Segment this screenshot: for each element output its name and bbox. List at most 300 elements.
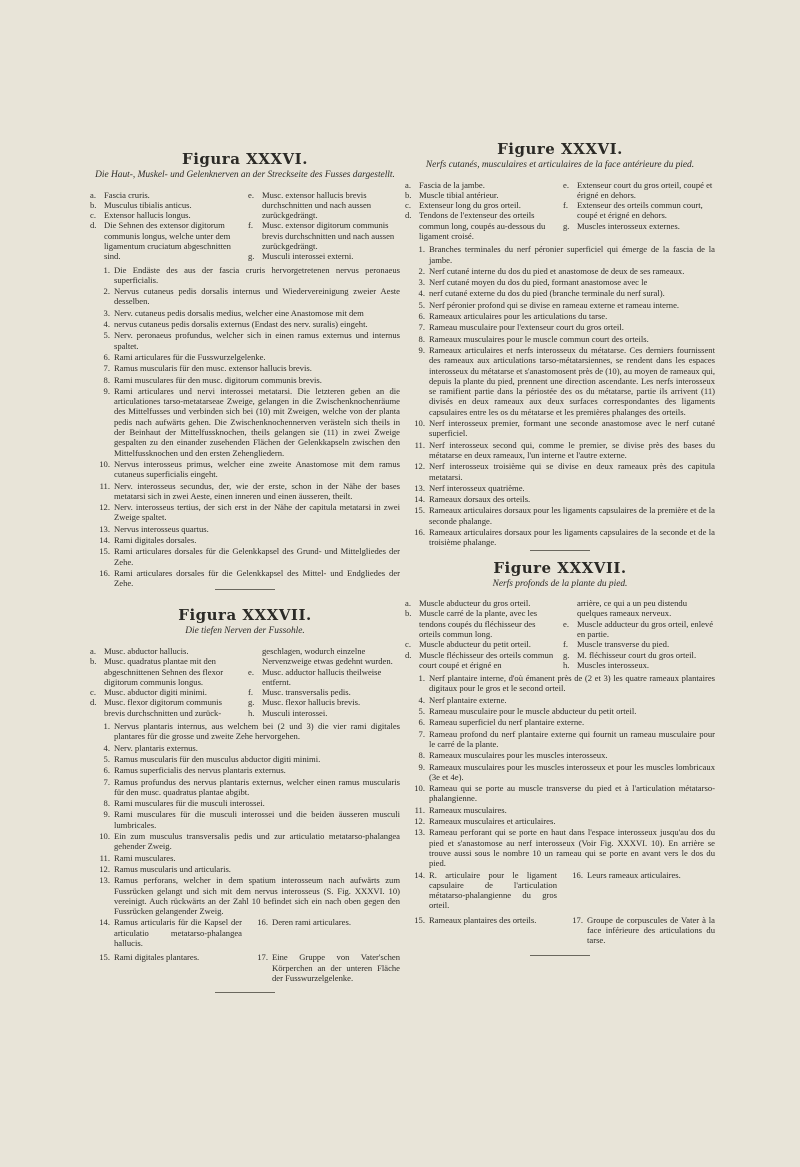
legend-item xyxy=(248,646,400,667)
legend-marker: g. xyxy=(248,697,255,708)
figure-subtitle: Die tiefen Nerven der Fussohle. xyxy=(185,626,305,637)
item-number: 10. xyxy=(414,783,425,794)
numbered-item xyxy=(90,754,400,764)
numbered-item xyxy=(90,721,400,742)
legend-text: Musc. flexor hallucis brevis. xyxy=(262,697,361,708)
item-number: 1. xyxy=(418,244,425,255)
legend-text: Musculus tibialis anticus. xyxy=(104,199,192,210)
item-number: 7. xyxy=(418,322,425,333)
item-text: Nerv. peronaeus profundus, welcher sich in einen ramus externus und internus spaltet. xyxy=(114,330,400,351)
numbered-item xyxy=(90,568,400,589)
numbered-item xyxy=(90,319,400,329)
legend-item xyxy=(90,646,242,656)
paired-items xyxy=(405,870,715,912)
numbered-item xyxy=(90,798,400,808)
legend-item xyxy=(90,220,242,261)
numbered-item xyxy=(90,535,400,545)
legend-text: Muscle abducteur du petit orteil. xyxy=(419,639,531,650)
figure-title: Figura XXXVII. xyxy=(178,606,312,625)
item-number: 8. xyxy=(418,750,425,761)
paired-items xyxy=(90,952,400,984)
legend-item xyxy=(248,251,400,261)
figure-37-fr xyxy=(405,559,715,947)
item-number: 16. xyxy=(257,917,268,928)
numbered-item xyxy=(405,870,557,911)
legend-marker: a. xyxy=(405,179,411,190)
numbered-item xyxy=(90,386,400,458)
item-text: Rami articulares und nervi interossei metatarsi. Die letzteren geben an die articulationes tarso-metatarseae Zweige, gelangen in die Zwischenknochenräume des Mittelfusses und verbinden sich bei (10) mit Zweigen, welche von der planta pedis nach aufwärts gehen. Die Zwischenknochennerven verästeln sich theils in der Beinhaut der Mittelfussknochen, theils gelangen sie (11) in zwei Zweige gespalten zu den einander zusehenden Flächen der Gelenkkapseln zwischen den Mittelfussknochen und den ersten Zehengliedern. xyxy=(114,385,400,458)
divider xyxy=(530,955,590,956)
legend-marker: h. xyxy=(248,707,255,718)
numbered-item xyxy=(405,706,715,716)
item-text: Eine Gruppe von Vater'schen Körperchen an der unteren Fläche der Fusswurzelgelenke. xyxy=(272,952,400,983)
numbered-item xyxy=(90,809,400,830)
item-number: 10. xyxy=(414,418,425,429)
numbered-item xyxy=(90,352,400,362)
item-number: 11. xyxy=(99,852,110,863)
item-text: Ramus muscularis und articularis. xyxy=(114,863,231,874)
paired-items xyxy=(405,915,715,947)
legend-marker: g. xyxy=(563,649,570,660)
numbered-item xyxy=(90,777,400,798)
item-text: Nerv. plantaris externus. xyxy=(114,742,198,753)
item-number: 14. xyxy=(99,917,110,928)
numbered-item xyxy=(405,244,715,265)
legend-left xyxy=(405,598,557,670)
figure-subtitle: Nerfs cutanés, musculaires et articulaires de la face antérieure du pied. xyxy=(425,160,695,170)
item-number: 5. xyxy=(103,330,110,341)
item-text: nerf cutané externe du dos du pied (branche terminale du nerf sural). xyxy=(429,288,665,299)
item-text: Rameau superficiel du nerf plantaire externe. xyxy=(429,717,585,728)
legend-text: Musculi interossei. xyxy=(262,707,328,718)
legend-item xyxy=(90,656,242,687)
legend-text: Muscles interosseux. xyxy=(577,659,650,670)
legend-text: Muscle carré de la plante, avec les tendons coupés du fléchisseur des orteils commun long. xyxy=(419,608,538,639)
legend-text: Muscle transverse du pied. xyxy=(577,639,670,650)
numbered-item xyxy=(90,917,242,948)
legend-marker: c. xyxy=(405,639,411,650)
legend-item xyxy=(405,200,557,210)
numbered-item xyxy=(563,870,715,911)
item-text: Nervus interosseus quartus. xyxy=(114,523,209,534)
legend-text: Musc. transversalis pedis. xyxy=(262,687,351,698)
legend-item xyxy=(405,210,557,241)
divider xyxy=(215,992,275,993)
legend-text: Musculi interossei externi. xyxy=(262,251,354,262)
item-number: 11. xyxy=(414,804,425,815)
item-number: 15. xyxy=(414,505,425,516)
numbered-item xyxy=(90,765,400,775)
legend-text: Musc. adductor hallucis theilweise entfernt. xyxy=(262,666,382,687)
legend-marker: e. xyxy=(563,179,569,190)
item-text: Die Endäste des aus der fascia cruris hervorgetretenen nervus peronaeus superficialis. xyxy=(114,264,400,285)
numbered-item xyxy=(90,831,400,852)
legend-marker: b. xyxy=(405,608,412,619)
item-number: 11. xyxy=(99,480,110,491)
item-number: 13. xyxy=(414,482,425,493)
legend-text: Musc. abductor hallucis. xyxy=(104,645,189,656)
legend-item xyxy=(405,180,557,190)
item-number: 5. xyxy=(103,753,110,764)
legend-marker: f. xyxy=(248,220,254,231)
item-text: Rami digitales plantares. xyxy=(114,952,200,963)
numbered-item xyxy=(405,300,715,310)
numbered-item xyxy=(90,743,400,753)
item-text: Nerv. cutaneus pedis dorsalis medius, welcher eine Anastomose mit dem xyxy=(114,307,364,318)
figure-subtitle: Die Haut-, Muskel- und Gelenknerven an der Streckseite des Fusses dargestellt. xyxy=(95,170,395,180)
legend-text: Musc. abductor digiti minimi. xyxy=(104,687,207,698)
item-text: Rami musculares. xyxy=(114,852,176,863)
legend-text: Musc. extensor hallucis brevis durchschnitten und nach aussen zurückgedrängt. xyxy=(262,189,372,221)
legend-text: Muscle adducteur du gros orteil, enlevé en partie. xyxy=(577,618,714,639)
item-text: Nerf cutané moyen du dos du pied, formant anastomose avec le xyxy=(429,277,648,288)
item-number: 14. xyxy=(414,494,425,505)
legend-marker: b. xyxy=(405,189,412,200)
item-number: 4. xyxy=(103,742,110,753)
item-text: Ramus superficialis des nervus plantaris externus. xyxy=(114,765,286,776)
legend-marker: f. xyxy=(563,200,569,211)
item-number: 9. xyxy=(418,344,425,355)
numbered-item xyxy=(405,505,715,526)
legend-right xyxy=(248,190,400,262)
legend-text: Musc. quadratus plantae mit den abgeschnittenen Sehnen des flexor digitorum communis longus. xyxy=(104,656,224,687)
item-number: 2. xyxy=(418,265,425,276)
item-number: 3. xyxy=(103,307,110,318)
legend-marker: g. xyxy=(248,251,255,262)
legend-text: arrière, ce qui a un peu distendu quelques rameaux nerveux. xyxy=(577,598,688,619)
item-number: 15. xyxy=(99,952,110,963)
numbered-item xyxy=(90,853,400,863)
figure-subtitle: Nerfs profonds de la plante du pied. xyxy=(492,578,628,589)
numbered-item xyxy=(405,750,715,760)
item-text: Deren rami articulares. xyxy=(272,917,351,928)
legend-left xyxy=(90,646,242,718)
item-text: Rami musculares für die musculi interossei. xyxy=(114,798,265,809)
item-text: Rameau profond du nerf plantaire externe qui fournit un rameau musculaire pour le carré de la plante. xyxy=(429,728,715,749)
legend-item xyxy=(405,190,557,200)
item-text: Ramus profundus des nervus plantaris externus, welcher einen ramus muscularis für den musc. quadratus plantae abgibt. xyxy=(114,776,400,797)
item-number: 12. xyxy=(414,461,425,472)
item-text: Nerf interosseux premier, formant une seconde anastomose avec le nerf cutané superficiel. xyxy=(429,418,715,439)
legend-text: Muscle tibial antérieur. xyxy=(419,189,499,200)
item-number: 10. xyxy=(99,458,110,469)
numbered-item xyxy=(405,816,715,826)
legend-item xyxy=(248,667,400,688)
legend-item xyxy=(563,221,715,231)
legend-marker: h. xyxy=(563,659,570,670)
legend-item xyxy=(405,650,557,671)
item-number: 13. xyxy=(99,523,110,534)
legend-grid xyxy=(405,598,715,670)
numbered-item xyxy=(90,308,400,318)
item-text: Rameaux musculaires pour le muscle commun court des orteils. xyxy=(429,333,649,344)
numbered-item xyxy=(405,827,715,868)
item-text: Nervus plantaris internus, aus welchem bei (2 und 3) die vier rami digitales plantares für die grosse und zweite Zehe hervorgehen. xyxy=(114,721,400,742)
item-number: 9. xyxy=(103,809,110,820)
item-number: 9. xyxy=(103,385,110,396)
item-number: 14. xyxy=(99,535,110,545)
item-number: 10. xyxy=(99,831,110,842)
legend-text: Fascia de la jambe. xyxy=(419,179,485,190)
legend-item xyxy=(90,697,242,718)
numbered-item xyxy=(405,729,715,750)
legend-grid xyxy=(405,180,715,242)
numbered-item xyxy=(405,277,715,287)
numbered-item xyxy=(405,483,715,493)
figure-37-de xyxy=(90,606,400,984)
legend-marker: f. xyxy=(248,687,254,698)
legend-marker: e. xyxy=(248,189,254,200)
legend-item xyxy=(563,650,715,660)
numbered-item xyxy=(405,762,715,783)
numbered-item xyxy=(405,695,715,705)
item-number: 7. xyxy=(418,728,425,739)
numbered-item xyxy=(405,266,715,276)
item-text: Rami musculares für die musculi interossei und die beiden äusseren musculi lumbricales. xyxy=(114,809,400,830)
legend-marker: d. xyxy=(405,210,412,221)
numbered-item xyxy=(90,375,400,385)
numbered-item xyxy=(90,546,400,567)
legend-grid xyxy=(90,646,400,718)
item-number: 1. xyxy=(103,264,110,275)
legend-marker: c. xyxy=(90,210,96,221)
item-number: 6. xyxy=(103,765,110,776)
item-number: 1. xyxy=(103,721,110,732)
numbered-item xyxy=(405,673,715,694)
item-text: Nerv. interosseus tertius, der sich erst in der Nähe der capitula metatarsi in zwei Zweige spaltet. xyxy=(114,502,400,523)
legend-item xyxy=(248,190,400,221)
numbered-item xyxy=(90,875,400,916)
item-text: Groupe de corpuscules de Vater à la face inférieure des articulations du tarse. xyxy=(587,914,715,946)
legend-item xyxy=(405,598,557,608)
numbered-item xyxy=(405,440,715,461)
item-text: Rami digitales dorsales. xyxy=(114,535,197,545)
item-text: Nerf péronier profond qui se divise en rameau externe et rameau interne. xyxy=(429,299,680,310)
item-number: 14. xyxy=(414,869,425,880)
numbered-item xyxy=(405,783,715,804)
divider xyxy=(215,589,275,590)
legend-right xyxy=(563,180,715,242)
numbered-item xyxy=(405,345,715,417)
paired-items xyxy=(90,917,400,949)
item-text: Rameau musculaire pour le muscle abducteur du petit orteil. xyxy=(429,706,637,717)
figure-36-fr xyxy=(405,140,715,548)
item-number: 8. xyxy=(103,798,110,809)
numbered-item xyxy=(405,717,715,727)
item-text: Nerf plantaire interne, d'où émanent près de (2 et 3) les quatre rameaux plantaires digitaux pour le gros et le second orteil. xyxy=(429,673,715,694)
item-number: 13. xyxy=(414,827,425,838)
item-text: Rameaux articulaires et nerfs interosseux du métatarse. Ces derniers fournissent des rameaux aux articulations tarso-métatarsiennes, se rendent dans les espaces interosseux du métatarse et s'anastomosent près de (10), au moyen de rameaux qui, depuis la plante du pied, prennent une direction ascendante. Les nerfs interosseux se ramifient partie dans la périostée des os du métatarse, partie ils arrivent (11) divisés en deux rameaux aux deux surfaces correspondantes des ligaments capsulaires entre les os du métatarse et les premières phalanges des orteils. xyxy=(429,344,715,417)
item-text: Rameau qui se porte au muscle transverse du pied et à l'articulation métatarso-phalangienne. xyxy=(429,783,715,804)
item-text: Ein zum musculus transversalis pedis und zur articulatio metatarso-phalangea gehender Zweig. xyxy=(114,831,400,852)
legend-text: Extenseur long du gros orteil. xyxy=(419,200,521,211)
legend-text: Extenseur des orteils commun court, coupé et érigné en dehors. xyxy=(577,200,703,221)
legend-text: Musc. extensor digitorum communis brevis durchschnitten und nach aussen zurückgedrängt. xyxy=(262,220,395,251)
figure-title: Figura XXXVI. xyxy=(182,150,308,168)
legend-marker: e. xyxy=(248,666,254,677)
legend-marker xyxy=(563,598,577,619)
item-text: Rameaux musculaires. xyxy=(429,804,507,815)
item-number: 16. xyxy=(572,869,583,880)
divider xyxy=(530,550,590,551)
item-number: 2. xyxy=(103,286,110,297)
legend-item xyxy=(563,619,715,640)
item-text: Leurs rameaux articulaires. xyxy=(587,869,681,880)
item-number: 6. xyxy=(418,311,425,322)
numbered-item xyxy=(405,461,715,482)
item-text: Rameaux articulaires pour les articulations du tarse. xyxy=(429,311,608,322)
legend-marker: c. xyxy=(90,687,96,698)
item-text: Rameau musculaire pour l'extenseur court du gros orteil. xyxy=(429,322,624,333)
item-text: Ramus muscularis für den musc. extensor hallucis brevis. xyxy=(114,363,312,374)
legend-item xyxy=(248,220,400,251)
legend-item xyxy=(248,708,400,718)
legend-item xyxy=(563,598,715,619)
numbered-item xyxy=(248,917,400,948)
legend-text: Die Sehnen des extensor digitorum communis longus, welche unter dem ligamentum cruciatum abgeschnitten sind. xyxy=(104,220,231,262)
legend-marker: d. xyxy=(90,220,97,231)
item-number: 12. xyxy=(414,816,425,827)
item-number: 13. xyxy=(99,875,110,886)
numbered-item xyxy=(90,524,400,534)
item-text: Rameaux articulaires dorsaux pour les ligaments capsulaires de la seconde et de la troisième phalange. xyxy=(429,527,715,548)
numbered-item xyxy=(405,494,715,504)
legend-text: geschlagen, wodurch einzelne Nervenzweige etwas gedehnt wurden. xyxy=(262,645,393,667)
item-number: 12. xyxy=(99,502,110,513)
item-text: Ramus articularis für die Kapsel der articulatio metatarso-phalangea hallucis. xyxy=(114,917,242,948)
item-number: 6. xyxy=(103,351,110,362)
legend-item xyxy=(90,687,242,697)
legend-left xyxy=(405,180,557,242)
numbered-item xyxy=(563,915,715,946)
numbered-item xyxy=(405,805,715,815)
legend-marker: d. xyxy=(405,649,412,660)
legend-item xyxy=(563,660,715,670)
item-number: 8. xyxy=(418,333,425,344)
legend-marker: a. xyxy=(90,189,96,200)
numbered-item xyxy=(405,915,557,946)
item-text: Branches terminales du nerf péronier superficiel qui émerge de la fascia de la jambe. xyxy=(429,244,715,265)
item-text: Rameaux plantaires des orteils. xyxy=(429,914,537,925)
item-number: 4. xyxy=(418,288,425,299)
legend-text: Extensor hallucis longus. xyxy=(104,210,191,221)
legend-marker: b. xyxy=(90,656,97,667)
item-number: 16. xyxy=(99,567,110,578)
legend-text: Extenseur court du gros orteil, coupé et érigné en dehors. xyxy=(577,179,713,200)
item-text: Nerf plantaire externe. xyxy=(429,694,507,705)
item-text: Rami musculares für den musc. digitorum communis brevis. xyxy=(114,374,322,385)
item-number: 9. xyxy=(418,761,425,772)
item-number: 15. xyxy=(99,546,110,557)
legend-left xyxy=(90,190,242,262)
legend-item xyxy=(563,639,715,649)
item-text: Rameaux articulaires dorsaux pour les ligaments capsulaires de la première et de la seconde phalange. xyxy=(429,505,715,526)
item-text: Nerv. interosseus secundus, der, wie der erste, schon in der Nähe der bases metatarsi sich in zwei Aeste, einen inneren und einen äusseren, theilt. xyxy=(114,480,400,501)
legend-marker: a. xyxy=(90,645,96,656)
legend-text: Tendons de l'extenseur des orteils commun long, coupés au-dessous du ligament croisé. xyxy=(419,210,546,241)
item-text: Rami articulares dorsales für die Gelenkkapsel des Grund- und Mittelgliedes der Zehe. xyxy=(114,546,400,567)
item-number: 11. xyxy=(414,439,425,450)
item-text: Nervus interosseus primus, welcher eine zweite Anastomose mit dem ramus cutaneus superficialis eingeht. xyxy=(114,458,400,480)
numbered-item xyxy=(90,363,400,373)
legend-right xyxy=(248,646,400,718)
numbered-item xyxy=(90,459,400,480)
legend-text: Muscles interosseux externes. xyxy=(577,220,680,231)
item-number: 5. xyxy=(418,299,425,310)
legend-marker: g. xyxy=(563,220,570,231)
legend-marker: b. xyxy=(90,199,97,210)
legend-marker xyxy=(248,646,262,667)
numbered-item xyxy=(405,527,715,548)
item-number: 17. xyxy=(257,952,268,963)
legend-item xyxy=(90,190,242,200)
item-text: Rami articulares für die Fusswurzelgelenke. xyxy=(114,351,266,362)
item-number: 8. xyxy=(103,374,110,385)
item-text: Rameau perforant qui se porte en haut dans l'espace interosseux jusqu'au dos du pied et s'anastomose au nerf interosseux (Voir Fig. XXXVI. 10). En arrière se trouve aussi sous le nombre 10 un rameau qui se porte en avant vers le dos du pied. xyxy=(429,827,715,869)
numbered-item xyxy=(405,418,715,439)
numbered-item xyxy=(90,481,400,502)
legend-item xyxy=(248,697,400,707)
legend-item xyxy=(90,200,242,210)
item-text: Nerf interosseux second qui, comme le premier, se divise près des bases du métatarse en deux rameaux, l'un interne et l'autre externe. xyxy=(429,439,715,460)
item-number: 5. xyxy=(418,706,425,717)
item-text: Rameaux musculaires pour les muscles interosseux et pour les muscles lombricaux (3e et 4e). xyxy=(429,761,715,782)
item-number: 1. xyxy=(418,673,425,684)
item-number: 4. xyxy=(103,319,110,330)
item-text: Ramus perforans, welcher in dem spatium interosseum nach aufwärts zum Fussrücken gelangt und sich mit dem nervus interosseus (S. Fig. XXXVI. 10) vereinigt. Auch rückwärts an der Zahl 10 befindet sich ein nach oben gegen den Fussrücken gelangender Zweig. xyxy=(114,875,400,917)
item-number: 12. xyxy=(99,863,110,874)
legend-text: Muscle fléchisseur des orteils commun court coupé et érigné en xyxy=(419,649,554,670)
item-number: 16. xyxy=(414,527,425,537)
numbered-item xyxy=(90,952,242,983)
legend-marker: f. xyxy=(563,639,569,650)
german-column xyxy=(90,0,400,1001)
legend-item xyxy=(90,210,242,220)
figure-title: Figure XXXVII. xyxy=(493,558,627,577)
item-text: Ramus muscularis für den musculus abductor digiti minimi. xyxy=(114,753,321,764)
numbered-item xyxy=(405,288,715,298)
item-number: 17. xyxy=(572,914,583,925)
legend-text: Fascia cruris. xyxy=(104,189,150,200)
item-text: Nerf interosseux troisième qui se divise en deux rameaux près des capitula metatarsi. xyxy=(429,461,715,482)
numbered-item xyxy=(90,265,400,286)
item-text: Nerf interosseux quatrième. xyxy=(429,482,525,493)
numbered-item xyxy=(90,502,400,523)
item-number: 6. xyxy=(418,717,425,728)
numbered-item xyxy=(248,952,400,983)
item-text: R. articulaire pour le ligament capsulaire de l'articulation métatarso-phalangienne du gros orteil. xyxy=(429,869,557,911)
item-number: 7. xyxy=(103,776,110,787)
item-text: Rami articulares dorsales für die Gelenkkapsel des Mittel- und Endgliedes der Zehe. xyxy=(114,567,400,589)
numbered-item xyxy=(405,322,715,332)
item-text: nervus cutaneus pedis dorsalis externus (Endast des nerv. suralis) eingeht. xyxy=(114,319,368,330)
legend-item xyxy=(563,200,715,221)
legend-marker: e. xyxy=(563,618,569,629)
legend-grid xyxy=(90,190,400,262)
legend-marker: d. xyxy=(90,697,97,708)
legend-text: Muscle abducteur du gros orteil. xyxy=(419,598,531,609)
item-number: 4. xyxy=(418,694,425,705)
legend-item xyxy=(563,180,715,201)
numbered-item xyxy=(405,311,715,321)
item-text: Rameaux dorsaux des orteils. xyxy=(429,494,531,505)
item-text: Rameaux musculaires pour les muscles interosseux. xyxy=(429,750,608,761)
numbered-item xyxy=(90,864,400,874)
legend-item xyxy=(405,639,557,649)
legend-item xyxy=(248,687,400,697)
numbered-item xyxy=(90,286,400,307)
legend-right xyxy=(563,598,715,670)
